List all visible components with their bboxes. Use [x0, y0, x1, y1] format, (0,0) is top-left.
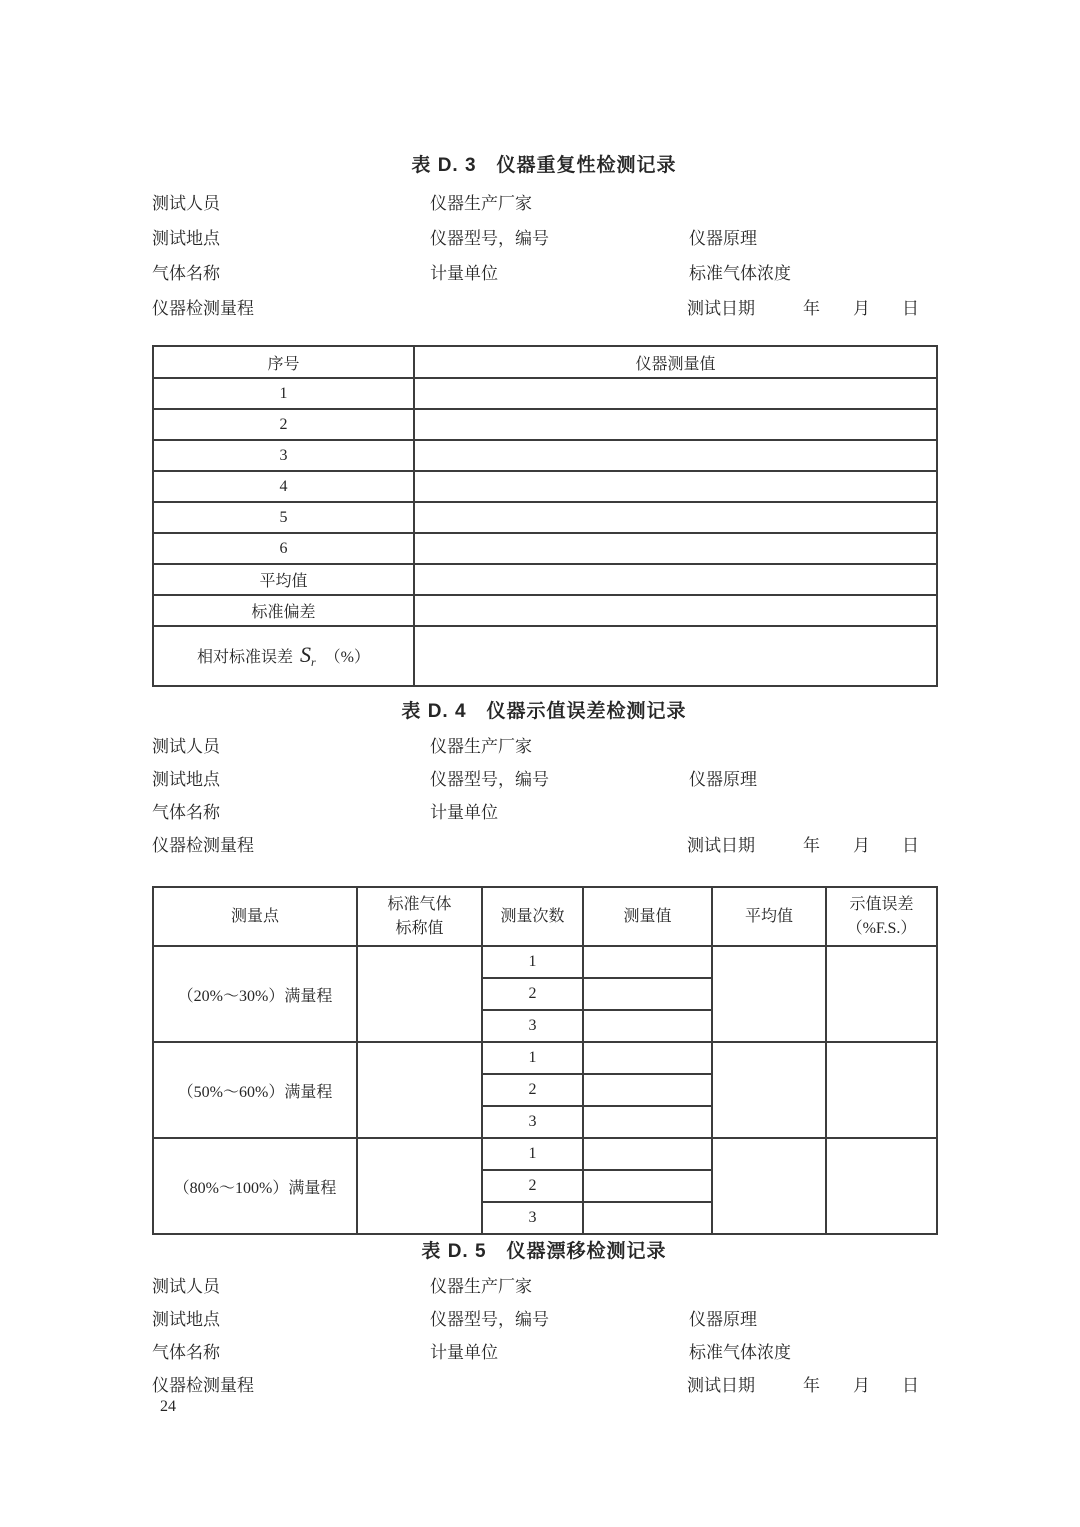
row-label-cell: 2: [153, 409, 414, 440]
value-cell: [414, 564, 937, 595]
table-header-row: [153, 887, 937, 946]
measured-value-cell: [583, 946, 712, 978]
table-row-average: [153, 564, 937, 595]
field-row: [152, 1369, 936, 1402]
trial-number-cell: 2: [482, 1074, 583, 1106]
date-month-label: 月: [853, 836, 870, 855]
table-row: [153, 1042, 937, 1074]
measure-point-cell: （50%～60%）满量程: [153, 1042, 357, 1138]
header-nominal-line2: 标称值: [395, 919, 444, 937]
value-cell: [414, 626, 937, 686]
field-label-test-date: 测试日期: [687, 836, 755, 855]
nominal-value-cell: [357, 946, 482, 1042]
trial-number-cell: 3: [482, 1010, 583, 1042]
field-label-manufacturer: 仪器生产厂家: [430, 737, 532, 756]
measured-value-cell: [583, 1106, 712, 1138]
field-row: [152, 730, 936, 763]
field-row: [152, 763, 936, 796]
date-year-label: 年: [803, 836, 820, 855]
sr-label-prefix: 相对标准误差: [196, 648, 293, 666]
header-cell-average: 平均值: [712, 887, 826, 946]
field-label-manufacturer: 仪器生产厂家: [430, 1277, 532, 1296]
field-label-model: 仪器型号，编号: [430, 1310, 549, 1329]
value-cell: [414, 409, 937, 440]
field-label-unit: 计量单位: [430, 264, 498, 283]
row-label-cell: 3: [153, 440, 414, 471]
field-label-location: 测试地点: [152, 1310, 220, 1329]
field-row: [152, 1303, 936, 1336]
error-cell: [826, 1042, 937, 1138]
average-cell: [712, 946, 826, 1042]
measured-value-cell: [583, 1042, 712, 1074]
average-cell: [712, 1138, 826, 1234]
sr-label-suffix: （%）: [324, 648, 371, 666]
table-row: [153, 946, 937, 978]
header-cell-seq: 序号: [153, 346, 414, 378]
measure-point-cell: （80%～100%）满量程: [153, 1138, 357, 1234]
d4-header-fields: [152, 730, 936, 862]
field-label-gas-name: 气体名称: [152, 1343, 220, 1362]
table-row: [153, 502, 937, 533]
field-label-principle: 仪器原理: [689, 229, 757, 248]
field-row: [152, 796, 936, 829]
measured-value-cell: [583, 1074, 712, 1106]
row-label-cell: 平均值: [153, 564, 414, 595]
repeatability-table: [152, 345, 938, 687]
header-cell-measured-value: 仪器测量值: [414, 346, 937, 378]
error-cell: [826, 946, 937, 1042]
measured-value-cell: [583, 1010, 712, 1042]
field-row: [152, 1336, 936, 1369]
field-label-tester: 测试人员: [152, 1277, 220, 1296]
date-month-label: 月: [853, 299, 870, 318]
value-cell: [414, 595, 937, 626]
table-d5-title: 表 D. 5 仪器漂移检测记录: [421, 1241, 667, 1262]
field-label-principle: 仪器原理: [689, 770, 757, 789]
trial-number-cell: 2: [482, 978, 583, 1010]
field-label-manufacturer: 仪器生产厂家: [430, 194, 532, 213]
value-cell: [414, 502, 937, 533]
field-row: [152, 291, 936, 326]
row-label-cell: 标准偏差: [153, 595, 414, 626]
date-year-label: 年: [803, 1376, 820, 1395]
header-cell-nominal: [357, 887, 482, 946]
field-label-test-date: 测试日期: [687, 299, 755, 318]
measured-value-cell: [583, 1138, 712, 1170]
indication-error-table: [152, 886, 938, 1235]
header-cell-value: 测量值: [583, 887, 712, 946]
trial-number-cell: 3: [482, 1202, 583, 1234]
d5-header-fields: [152, 1270, 936, 1402]
field-label-tester: 测试人员: [152, 194, 220, 213]
field-label-range: 仪器检测量程: [152, 299, 254, 318]
trial-number-cell: 1: [482, 1042, 583, 1074]
nominal-value-cell: [357, 1138, 482, 1234]
value-cell: [414, 533, 937, 564]
header-nominal-line1: 标准气体: [387, 895, 452, 913]
date-year-label: 年: [803, 299, 820, 318]
measure-point-cell: （20%～30%）满量程: [153, 946, 357, 1042]
field-label-std-gas-concentration: 标准气体浓度: [689, 1343, 791, 1362]
table-d3-title: 表 D. 3 仪器重复性检测记录: [411, 155, 677, 176]
value-cell: [414, 378, 937, 409]
table-header-row: [153, 346, 937, 378]
field-label-tester: 测试人员: [152, 737, 220, 756]
measured-value-cell: [583, 1202, 712, 1234]
sr-subscript: r: [311, 655, 316, 670]
field-row: [152, 829, 936, 862]
field-label-location: 测试地点: [152, 229, 220, 248]
d3-header-fields: [152, 186, 936, 326]
value-cell: [414, 471, 937, 502]
table-row: [153, 471, 937, 502]
field-row: [152, 221, 936, 256]
field-label-range: 仪器检测量程: [152, 836, 254, 855]
field-row: [152, 1270, 936, 1303]
header-cell-measure-point: 测量点: [153, 887, 357, 946]
trial-number-cell: 2: [482, 1170, 583, 1202]
sr-symbol: S: [300, 641, 311, 667]
field-label-unit: 计量单位: [430, 803, 498, 822]
field-label-gas-name: 气体名称: [152, 264, 220, 283]
page-number: 24: [160, 1398, 176, 1415]
field-label-location: 测试地点: [152, 770, 220, 789]
date-day-label: 日: [902, 836, 919, 855]
measured-value-cell: [583, 978, 712, 1010]
table-row: [153, 533, 937, 564]
table-row: [153, 378, 937, 409]
trial-number-cell: 1: [482, 1138, 583, 1170]
page-content: [152, 0, 936, 1527]
average-cell: [712, 1042, 826, 1138]
header-error-line2: （%F.S.）: [846, 919, 917, 937]
row-label-cell: 4: [153, 471, 414, 502]
field-label-model: 仪器型号，编号: [430, 770, 549, 789]
field-row: [152, 256, 936, 291]
trial-number-cell: 3: [482, 1106, 583, 1138]
row-label-cell: 1: [153, 378, 414, 409]
row-label-cell-sr: [153, 626, 414, 686]
trial-number-cell: 1: [482, 946, 583, 978]
value-cell: [414, 440, 937, 471]
error-cell: [826, 1138, 937, 1234]
table-row-std-deviation: [153, 595, 937, 626]
field-label-unit: 计量单位: [430, 1343, 498, 1362]
table-row: [153, 409, 937, 440]
date-day-label: 日: [902, 1376, 919, 1395]
field-row: [152, 186, 936, 221]
table-row: [153, 440, 937, 471]
field-label-test-date: 测试日期: [687, 1376, 755, 1395]
header-cell-times: 测量次数: [482, 887, 583, 946]
table-row: [153, 1138, 937, 1170]
date-day-label: 日: [902, 299, 919, 318]
field-label-principle: 仪器原理: [689, 1310, 757, 1329]
table-d4-title: 表 D. 4 仪器示值误差检测记录: [401, 701, 687, 722]
field-label-model: 仪器型号，编号: [430, 229, 549, 248]
row-label-cell: 6: [153, 533, 414, 564]
date-month-label: 月: [853, 1376, 870, 1395]
field-label-range: 仪器检测量程: [152, 1376, 254, 1395]
field-label-std-gas-concentration: 标准气体浓度: [689, 264, 791, 283]
nominal-value-cell: [357, 1042, 482, 1138]
table-row-relative-std-error: [153, 626, 937, 686]
row-label-cell: 5: [153, 502, 414, 533]
measured-value-cell: [583, 1170, 712, 1202]
header-error-line1: 示值误差: [849, 895, 914, 913]
header-cell-error: [826, 887, 937, 946]
field-label-gas-name: 气体名称: [152, 803, 220, 822]
